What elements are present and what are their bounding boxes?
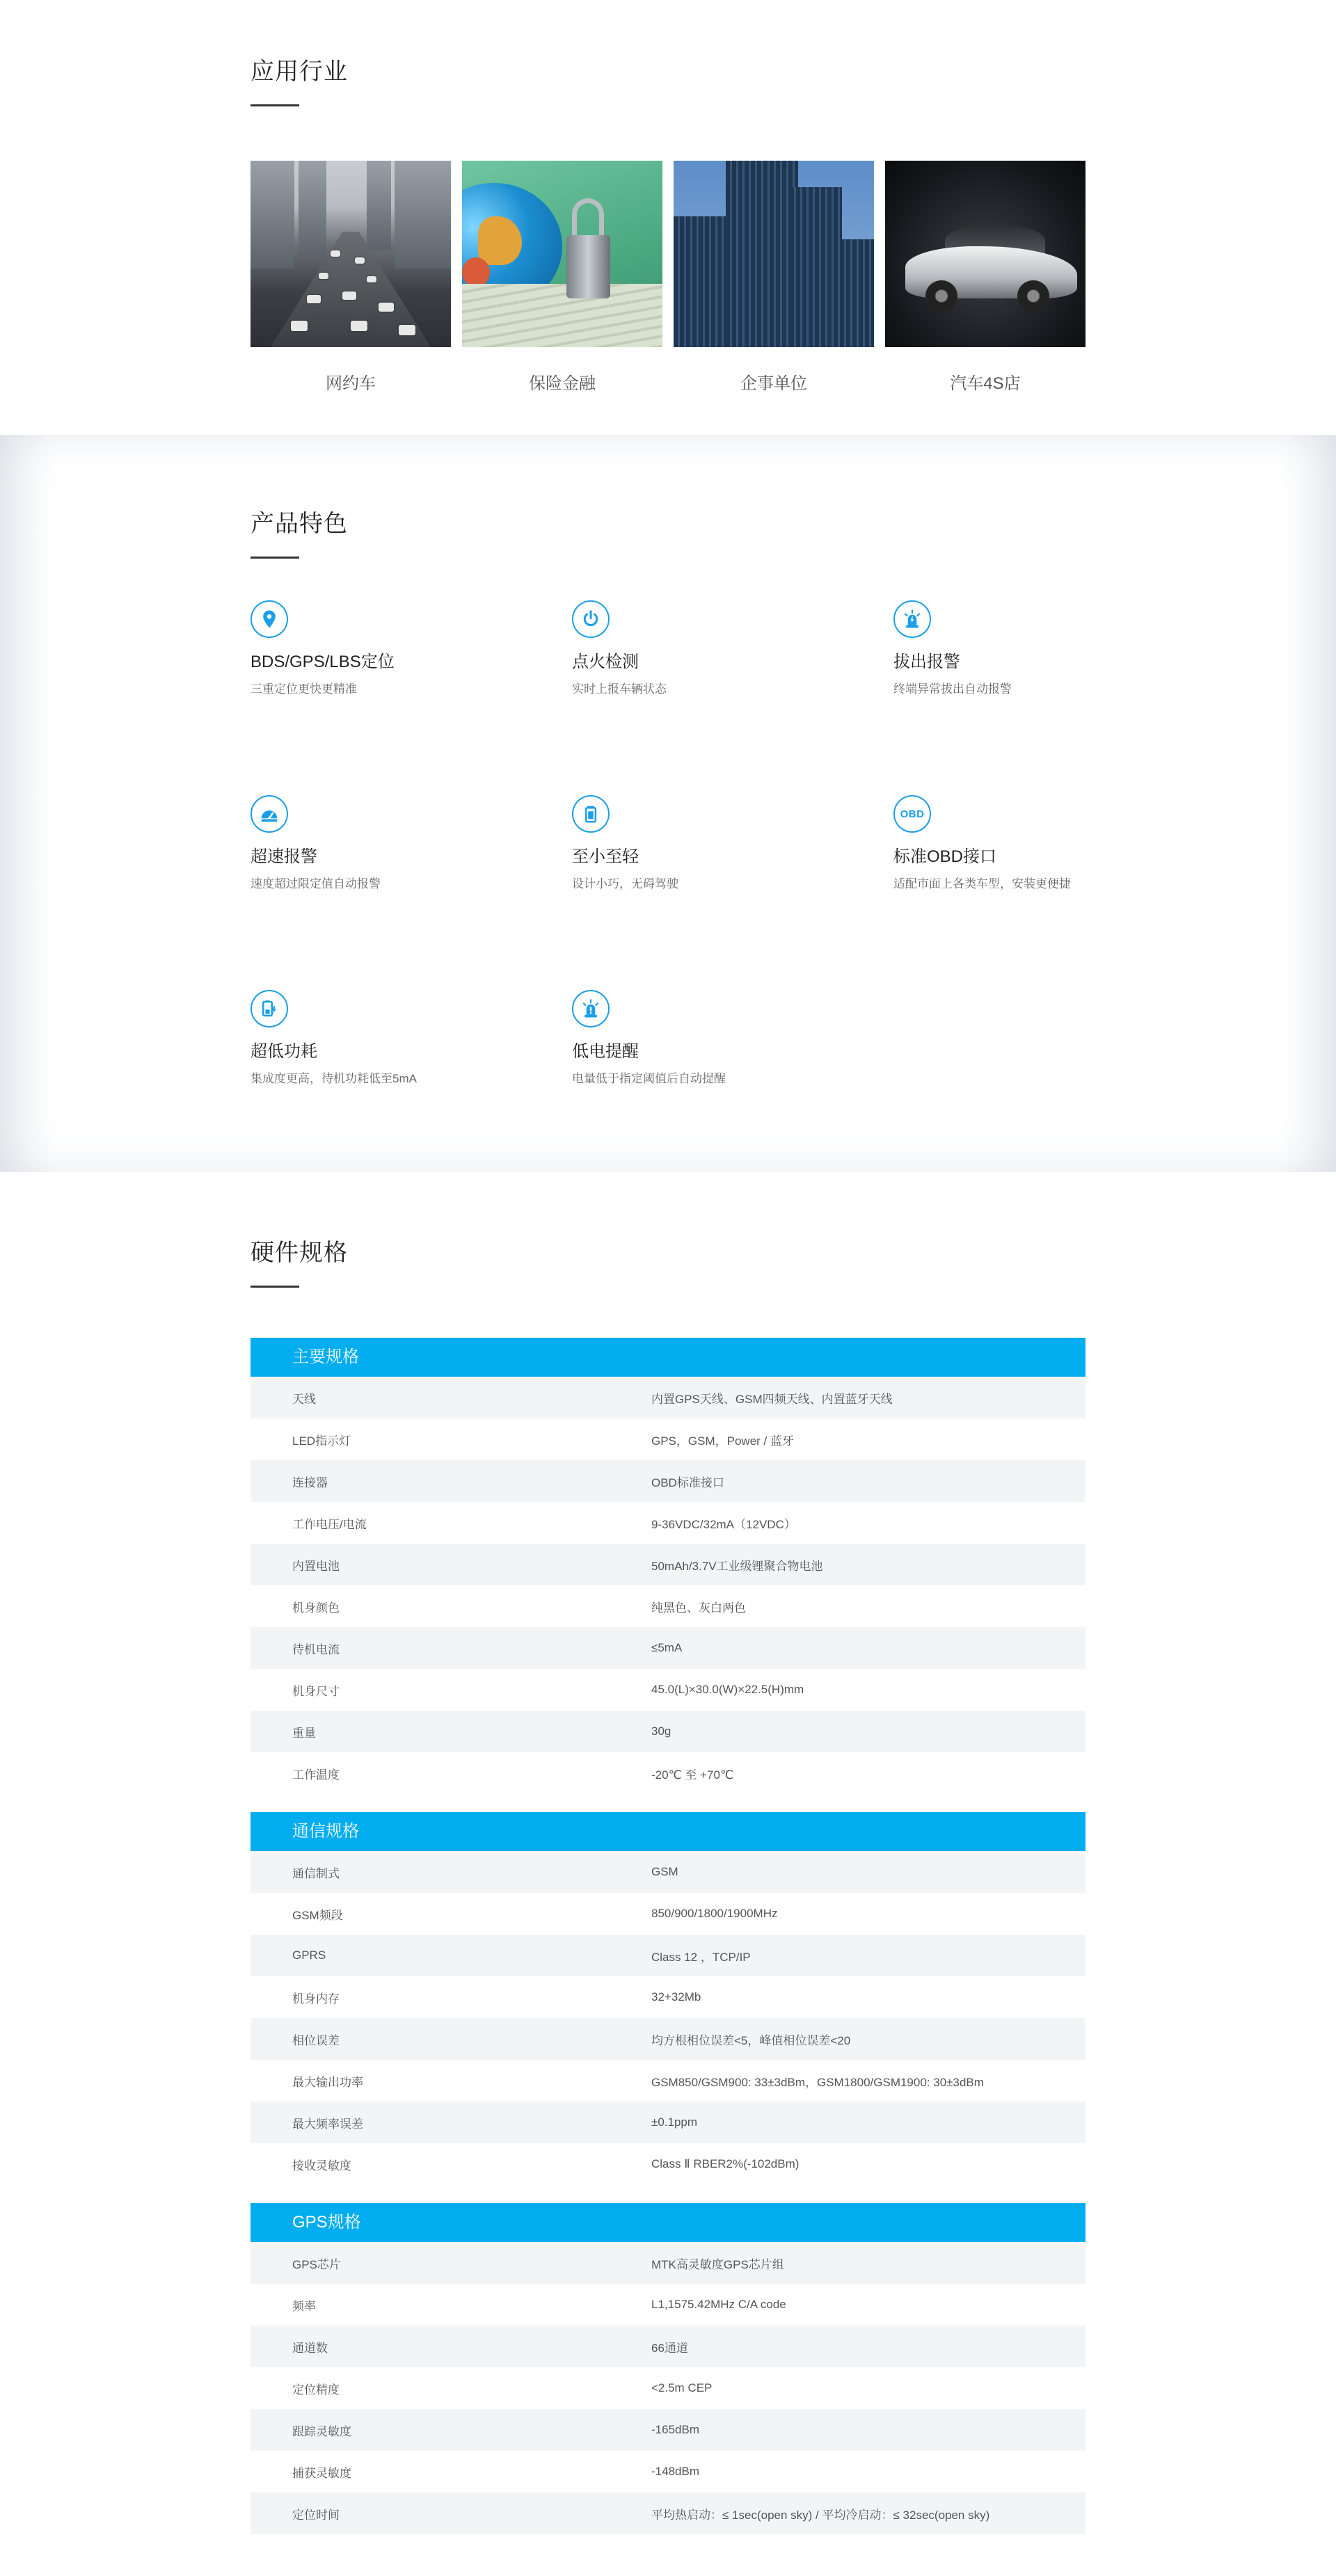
low-power-icon bbox=[250, 990, 288, 1027]
industry-label: 保险金融 bbox=[529, 374, 596, 393]
spec-group-header: 通信规格 bbox=[250, 1812, 1086, 1851]
spec-row bbox=[250, 2326, 1086, 2367]
spec-row bbox=[250, 1460, 1086, 1502]
spec-key: GSM频段 bbox=[292, 1908, 343, 1922]
spec-row bbox=[250, 1669, 1086, 1711]
spec-value: 32+32Mb bbox=[651, 1990, 701, 2003]
spec-key: 通信制式 bbox=[292, 1866, 340, 1880]
specs-title: 硬件规格 bbox=[250, 1240, 348, 1266]
feature-low-power bbox=[250, 990, 572, 1185]
feature-unplug-alarm bbox=[893, 600, 1086, 795]
title-underline bbox=[250, 557, 299, 559]
spec-row bbox=[250, 1418, 1086, 1460]
spec-rows bbox=[250, 1851, 1086, 2185]
spec-key: 捕获灵敏度 bbox=[292, 2466, 351, 2480]
spec-row bbox=[250, 2102, 1086, 2143]
spec-value: 纯黑色、灰白两色 bbox=[651, 1601, 746, 1615]
feature-desc: 设计小巧，无碍驾驶 bbox=[572, 877, 678, 890]
title-underline bbox=[250, 104, 299, 106]
industry-card-4s-store[interactable] bbox=[885, 161, 1086, 394]
spec-group-gap bbox=[250, 1794, 1086, 1812]
feature-title: 拔出报警 bbox=[893, 653, 960, 671]
industry-section bbox=[0, 0, 1336, 435]
feature-compact bbox=[572, 795, 893, 990]
spec-group bbox=[250, 1338, 1086, 1794]
spec-row bbox=[250, 1377, 1086, 1418]
location-pin-icon bbox=[250, 600, 288, 638]
spec-value: ±0.1ppm bbox=[651, 2115, 698, 2129]
spec-group bbox=[250, 2203, 1086, 2534]
feature-desc: 实时上报车辆状态 bbox=[572, 682, 667, 696]
alert-bell-icon bbox=[572, 990, 610, 1027]
spec-key: 天线 bbox=[292, 1392, 316, 1406]
spec-value: GSM bbox=[651, 1865, 678, 1878]
feature-desc: 终端异常拔出自动报警 bbox=[893, 682, 1012, 696]
spec-row bbox=[250, 1502, 1086, 1544]
spec-row bbox=[250, 2060, 1086, 2102]
spec-value: ≤5mA bbox=[651, 1641, 683, 1654]
feature-grid bbox=[250, 600, 1086, 1185]
feature-obd bbox=[893, 795, 1086, 990]
industry-card-enterprise[interactable] bbox=[674, 161, 874, 394]
spec-row bbox=[250, 2242, 1086, 2284]
specs-section bbox=[0, 1172, 1336, 2576]
spec-key: 跟踪灵敏度 bbox=[292, 2424, 351, 2438]
feature-desc: 电量低于指定阈值后自动提醒 bbox=[572, 1072, 726, 1085]
car-photo bbox=[885, 161, 1086, 347]
spec-row bbox=[250, 2143, 1086, 2185]
spec-row bbox=[250, 1711, 1086, 1752]
spec-row bbox=[250, 2367, 1086, 2409]
spec-row bbox=[250, 1935, 1086, 1976]
spec-key: LED指示灯 bbox=[292, 1434, 351, 1448]
spec-key: 待机电流 bbox=[292, 1642, 340, 1656]
spec-value: 50mAh/3.7V工业级锂聚合物电池 bbox=[651, 1559, 823, 1573]
spec-row bbox=[250, 1976, 1086, 2018]
feature-title: 超低功耗 bbox=[250, 1042, 317, 1061]
spec-key: 通道数 bbox=[292, 2341, 328, 2355]
spec-row bbox=[250, 1752, 1086, 1794]
power-icon bbox=[572, 600, 610, 638]
spec-value: Class Ⅱ RBER2%(-102dBm) bbox=[651, 2157, 800, 2170]
feature-title: BDS/GPS/LBS定位 bbox=[250, 653, 395, 671]
spec-key: 机身尺寸 bbox=[292, 1684, 340, 1698]
spec-value: GPS，GSM，Power / 蓝牙 bbox=[651, 1434, 794, 1448]
spec-row bbox=[250, 2284, 1086, 2326]
spec-row bbox=[250, 2018, 1086, 2060]
feature-positioning bbox=[250, 600, 572, 795]
spec-key: 工作温度 bbox=[292, 1768, 340, 1782]
industry-label: 网约车 bbox=[326, 374, 376, 393]
spec-value: 66通道 bbox=[651, 2341, 688, 2355]
spec-rows bbox=[250, 1377, 1086, 1794]
spec-key: 连接器 bbox=[292, 1475, 328, 1489]
spec-row bbox=[250, 1544, 1086, 1585]
spec-key: 相位误差 bbox=[292, 2033, 340, 2047]
industry-card-ride-hailing[interactable] bbox=[250, 161, 451, 394]
feature-title: 至小至轻 bbox=[572, 847, 639, 866]
spec-value: Class 12 ，TCP/IP bbox=[651, 1950, 751, 1964]
feature-ignition bbox=[572, 600, 893, 795]
feature-title: 低电提醒 bbox=[572, 1042, 639, 1061]
industry-title: 应用行业 bbox=[250, 58, 348, 85]
spec-value: -20℃ 至 +70℃ bbox=[651, 1768, 734, 1782]
industry-label: 企事单位 bbox=[740, 374, 807, 393]
obd-icon-text: OBD bbox=[900, 808, 925, 820]
spec-value: 9-36VDC/32mA（12VDC） bbox=[651, 1517, 796, 1531]
spec-row bbox=[250, 2451, 1086, 2493]
spec-value: 内置GPS天线、GSM四频天线、内置蓝牙天线 bbox=[651, 1392, 893, 1406]
spec-value: -148dBm bbox=[651, 2465, 699, 2478]
spec-key: 工作电压/电流 bbox=[292, 1517, 367, 1531]
building-photo bbox=[674, 161, 874, 347]
spec-key: 定位精度 bbox=[292, 2383, 340, 2397]
spec-group-gap bbox=[250, 2185, 1086, 2203]
spec-key: 内置电池 bbox=[292, 1559, 340, 1573]
title-underline bbox=[250, 1286, 299, 1288]
spec-row bbox=[250, 1627, 1086, 1669]
industry-grid bbox=[250, 161, 1086, 394]
spec-key: 最大输出功率 bbox=[292, 2075, 363, 2089]
spec-row bbox=[250, 1893, 1086, 1935]
spec-key: 频率 bbox=[292, 2299, 316, 2313]
industry-label: 汽车4S店 bbox=[950, 374, 1021, 393]
obd-icon bbox=[893, 795, 931, 833]
spec-value: 均方根相位误差<5，峰值相位误差<20 bbox=[651, 2033, 851, 2047]
industry-card-insurance[interactable] bbox=[462, 161, 662, 394]
spec-rows bbox=[250, 2242, 1086, 2534]
spec-value: 45.0(L)×30.0(W)×22.5(H)mm bbox=[651, 1683, 804, 1696]
feature-desc: 集成度更高，待机功耗低至5mA bbox=[250, 1072, 417, 1085]
alarm-light-icon bbox=[893, 600, 931, 638]
traffic-photo bbox=[250, 161, 451, 347]
feature-title: 点火检测 bbox=[572, 653, 639, 671]
battery-icon bbox=[572, 795, 610, 833]
spec-value: <2.5m CEP bbox=[651, 2381, 713, 2394]
spec-key: 最大频率误差 bbox=[292, 2117, 363, 2131]
feature-desc: 速度超过限定值自动报警 bbox=[250, 877, 381, 890]
spec-group-header: 主要规格 bbox=[250, 1338, 1086, 1377]
spec-value: OBD标准接口 bbox=[651, 1475, 724, 1489]
features-section bbox=[0, 435, 1336, 1172]
spec-group-header: GPS规格 bbox=[250, 2203, 1086, 2242]
feature-title: 超速报警 bbox=[250, 847, 317, 866]
spec-key: 定位时间 bbox=[292, 2508, 340, 2522]
spec-value: 850/900/1800/1900MHz bbox=[651, 1907, 778, 1920]
spec-row bbox=[250, 1851, 1086, 1893]
spec-value: -165dBm bbox=[651, 2423, 699, 2436]
spec-key: GPRS bbox=[292, 1949, 326, 1962]
features-title: 产品特色 bbox=[250, 511, 348, 537]
spec-tables bbox=[250, 1338, 1086, 2534]
finance-photo bbox=[462, 161, 662, 347]
spec-row bbox=[250, 2409, 1086, 2451]
feature-low-battery bbox=[572, 990, 893, 1185]
feature-desc: 适配市面上各类车型，安装更便捷 bbox=[893, 877, 1071, 890]
spec-group bbox=[250, 1812, 1086, 2185]
spec-value: GSM850/GSM900: 33±3dBm，GSM1800/GSM1900: 30±3dBm bbox=[651, 2075, 984, 2089]
spec-key: 机身内存 bbox=[292, 1992, 340, 2006]
spec-row bbox=[250, 2493, 1086, 2534]
feature-desc: 三重定位更快更精准 bbox=[250, 682, 357, 696]
spec-value: 30g bbox=[651, 1725, 671, 1738]
feature-title: 标准OBD接口 bbox=[893, 847, 997, 866]
spec-key: 机身颜色 bbox=[292, 1601, 340, 1615]
spec-value: 平均热启动：≤ 1sec(open sky) / 平均冷启动：≤ 32sec(open sky) bbox=[651, 2508, 990, 2522]
spec-key: 接收灵敏度 bbox=[292, 2159, 351, 2173]
spec-value: L1,1575.42MHz C/A code bbox=[651, 2298, 786, 2311]
spec-value: MTK高灵敏度GPS芯片组 bbox=[651, 2257, 784, 2271]
spec-key: 重量 bbox=[292, 1726, 316, 1740]
speedometer-icon bbox=[250, 795, 288, 833]
feature-overspeed bbox=[250, 795, 572, 990]
spec-row bbox=[250, 1585, 1086, 1627]
spec-key: GPS芯片 bbox=[292, 2257, 341, 2271]
